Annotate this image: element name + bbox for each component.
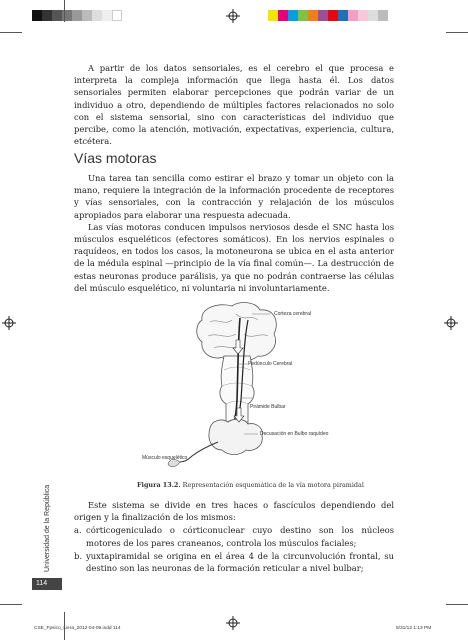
motor-pathway-figure xyxy=(140,300,350,472)
section-text-block xyxy=(74,172,394,294)
cmyk-color-bar xyxy=(268,10,388,21)
sidebar-publisher: Universidad de la República xyxy=(44,484,51,572)
paragraph: A partir de los datos sensoriales, es el cerebro el que procesa e interpreta la compleja información que llega hasta él. Los datos sensoriales permiten elaborar percepciones que podrán variar de un individuo a otro, dependiendo de múltiples factores relacionados no solo con el sistema sensorial, sino con características del individuo que percibe, como la atención, motivación, expectativas, experiencia, cultura, etcétera. xyxy=(74,63,394,147)
page-number: 114 xyxy=(32,578,62,590)
label-cortex: Corteza cerebral xyxy=(274,311,311,317)
registration-mark-bottom xyxy=(226,616,240,630)
label-pyramid: Pirámide Bulbar xyxy=(250,404,286,410)
registration-mark-top xyxy=(226,9,240,23)
paragraph: Una tarea tan sencilla como estirar el brazo y tomar un objeto con la mano, requiere la integración de la información procedente de receptores y vías sensoriales, con la contracción y relajación de los músculos apropiados para elaborar una respuesta adecuada. xyxy=(74,173,394,220)
crop-mark xyxy=(0,604,22,605)
caption-label: Figura 13.2. xyxy=(137,481,181,489)
slug-datetime: 5/31/12 1:13 PM xyxy=(396,626,432,631)
paragraph: Este sistema se divide en tres haces o fascículos dependiendo del origen y la finalización de los mismos: xyxy=(74,500,394,523)
figure-caption xyxy=(137,481,364,489)
caption-text: Representación esquemática de la vía motora piramidal xyxy=(182,481,364,489)
list-item-text: yuxtapiramidal se origina en el área 4 de la circunvolución frontal, su destino son las neuronas de la formación reticular a nivel bulbar; xyxy=(86,550,394,574)
slug-filename: CSE_Fpsico_Liera_2012-04-09.indd 114 xyxy=(34,626,121,631)
crop-mark xyxy=(446,604,468,605)
registration-mark-left xyxy=(2,316,16,330)
pathway-list-block xyxy=(74,499,394,574)
grayscale-color-bar xyxy=(32,10,122,21)
section-title: Vías motoras xyxy=(74,150,157,166)
intro-text-block xyxy=(74,62,394,147)
registration-mark-right xyxy=(444,316,458,330)
paragraph: Las vías motoras conducen impulsos nerviosos desde el SNC hasta los músculos esqueléticos (efectores somáticos). En los nervios espinales o raquídeos, en todos los casos, la motoneurona se ubica en el asta anterior de la médula espinal —principio de la vía final común—. La destrucción de estas neuronas produce parálisis, ya que no podrán contraerse las células del músculo esquelético, ni voluntaria ni involuntariamente. xyxy=(74,221,394,293)
label-decussation: Decusación en Bulbo raquídeo xyxy=(260,431,329,437)
list-marker: a. xyxy=(74,525,82,536)
list-item xyxy=(74,550,394,574)
crop-mark xyxy=(64,0,65,22)
label-muscle: Músculo esquelético xyxy=(142,455,188,461)
motor-pathway-illustration xyxy=(140,300,350,472)
crop-mark xyxy=(0,32,22,33)
crop-mark xyxy=(446,32,468,33)
list-marker: b. xyxy=(74,550,83,561)
label-peduncle: Pedúnculo Cerebral xyxy=(248,361,293,367)
list-item-text: córticogeniculado o córticonuclear cuyo destino son los núcleos motores de los pares craneanos, controla los músculos faciales; xyxy=(86,525,394,548)
list-item xyxy=(74,524,394,548)
